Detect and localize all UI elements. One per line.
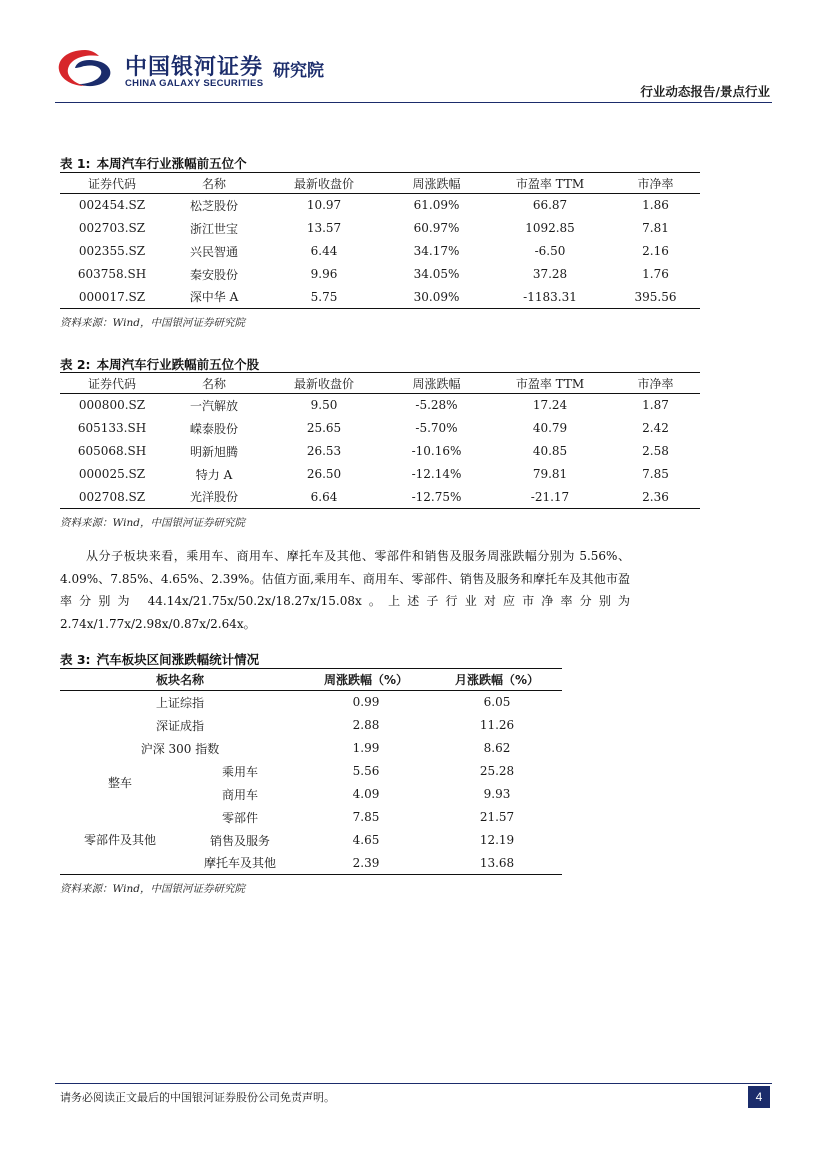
col-header: 市盈率 TTM bbox=[515, 176, 585, 191]
disclaimer-text: 请务必阅读正文最后的中国银河证券股份公司免责声明。 bbox=[60, 1091, 335, 1104]
stock-name: 嵘泰股份 bbox=[189, 421, 238, 436]
pb-ratio: 2.42 bbox=[642, 421, 669, 435]
stock-code: 002454.SZ bbox=[78, 198, 146, 213]
col-header: 市净率 bbox=[637, 176, 674, 191]
month-change: 21.57 bbox=[479, 810, 515, 824]
week-change: -12.75% bbox=[411, 489, 462, 504]
table1-source: 资料来源：Wind，中国银河证券研究院 bbox=[60, 317, 245, 329]
pe-ttm: -1183.31 bbox=[523, 289, 577, 304]
week-change: 34.17% bbox=[413, 244, 460, 258]
stock-code: 002355.SZ bbox=[78, 244, 146, 258]
close-price: 9.50 bbox=[310, 398, 338, 413]
month-change: 8.62 bbox=[483, 741, 511, 755]
pb-ratio: 1.76 bbox=[642, 267, 669, 281]
month-change: 11.26 bbox=[479, 718, 515, 732]
table-row bbox=[60, 217, 700, 240]
col-header: 市净率 bbox=[637, 376, 674, 391]
table-row bbox=[60, 286, 700, 309]
table-row bbox=[60, 194, 700, 217]
logo-text-en: CHINA GALAXY SECURITIES bbox=[125, 78, 264, 89]
pb-ratio: 7.81 bbox=[642, 221, 669, 235]
sector-name: 商用车 bbox=[221, 787, 258, 802]
group-label: 整车 bbox=[107, 776, 132, 790]
table-header-row bbox=[60, 173, 700, 194]
table3-caption: 汽车板块区间涨跌幅统计情况 bbox=[96, 652, 260, 667]
col-header: 周涨跌幅 bbox=[412, 176, 461, 191]
table-row bbox=[60, 714, 562, 737]
week-change: 2.88 bbox=[352, 718, 380, 732]
week-change: 2.39 bbox=[352, 855, 380, 870]
stock-code: 002703.SZ bbox=[78, 221, 146, 235]
week-change: 4.65 bbox=[352, 833, 380, 847]
logo-text-cn: 中国银河证券 bbox=[125, 55, 264, 80]
pb-ratio: 1.86 bbox=[642, 198, 669, 213]
close-price: 9.96 bbox=[310, 267, 338, 281]
stock-name: 松芝股份 bbox=[189, 198, 238, 213]
week-change: -5.70% bbox=[415, 421, 458, 435]
stock-name: 明新旭腾 bbox=[189, 444, 238, 459]
table-header-row bbox=[60, 669, 562, 691]
week-change: 0.99 bbox=[352, 695, 380, 710]
sector-name: 销售及服务 bbox=[209, 833, 270, 848]
week-change: 1.99 bbox=[352, 741, 380, 755]
table1-title bbox=[60, 154, 247, 172]
table-row bbox=[60, 240, 700, 263]
week-change: 34.05% bbox=[413, 267, 460, 281]
week-change: -10.16% bbox=[411, 444, 462, 458]
group-label: 零部件及其他 bbox=[83, 833, 156, 848]
header-divider bbox=[55, 102, 772, 103]
table-row bbox=[60, 691, 562, 714]
week-change: 61.09% bbox=[413, 198, 460, 213]
month-change: 25.28 bbox=[479, 764, 515, 778]
week-change: 4.09 bbox=[352, 787, 380, 801]
col-header: 月涨跌幅（%） bbox=[454, 673, 540, 687]
close-price: 5.75 bbox=[310, 289, 338, 304]
pe-ttm: 40.85 bbox=[532, 444, 568, 458]
sector-name: 上证综指 bbox=[155, 695, 204, 710]
pb-ratio: 395.56 bbox=[634, 289, 677, 304]
sector-name: 乘用车 bbox=[221, 764, 258, 779]
close-price: 26.53 bbox=[306, 444, 342, 458]
table1-label: 表 1: bbox=[60, 156, 91, 171]
close-price: 25.65 bbox=[306, 421, 342, 435]
close-price: 26.50 bbox=[306, 467, 342, 481]
pe-ttm: -21.17 bbox=[530, 489, 570, 504]
footer-divider bbox=[55, 1083, 772, 1084]
sector-name: 摩托车及其他 bbox=[203, 856, 276, 871]
stock-code: 000025.SZ bbox=[78, 467, 146, 481]
week-change: -5.28% bbox=[415, 398, 458, 413]
institute-label: 研究院 bbox=[273, 61, 324, 81]
close-price: 13.57 bbox=[306, 221, 342, 235]
page-header bbox=[55, 40, 772, 104]
stock-code: 000017.SZ bbox=[78, 289, 146, 304]
sector-performance-table bbox=[60, 668, 562, 875]
pe-ttm: 66.87 bbox=[532, 198, 568, 213]
table2-caption: 本周汽车行业跌幅前五位个股 bbox=[96, 357, 260, 372]
col-header: 市盈率 TTM bbox=[515, 376, 585, 391]
pb-ratio: 1.87 bbox=[642, 398, 669, 413]
close-price: 10.97 bbox=[306, 198, 342, 213]
stock-name: 秦安股份 bbox=[189, 267, 238, 282]
col-header: 板块名称 bbox=[155, 673, 204, 687]
stock-name: 光洋股份 bbox=[189, 490, 238, 505]
pe-ttm: -6.50 bbox=[534, 244, 566, 258]
table1-caption: 本周汽车行业涨幅前五位个 bbox=[96, 156, 247, 171]
col-header: 名称 bbox=[201, 176, 226, 191]
analysis-paragraph: 从分子板块来看，乘用车、商用车、摩托车及其他、零部件和销售及服务周涨跌幅分别为 5.56%、4.09%、7.85%、4.65%、2.39%。估值方面,乘用车、商用车、零部件、销售及服务和摩托车及其他市盈率分别为 44.14x/21.75x/50.2x/18.27x/15.08x。上述子行业对应市净率分别为 2.74x/1.77x/2.98x/0.87x/2.64x。 bbox=[60, 549, 630, 631]
stock-code: 605133.SH bbox=[77, 421, 147, 435]
close-price: 6.44 bbox=[310, 244, 338, 258]
month-change: 9.93 bbox=[483, 787, 511, 801]
pe-ttm: 17.24 bbox=[532, 398, 568, 413]
report-type: 行业动态报告/景点行业 bbox=[640, 84, 770, 99]
stock-code: 000800.SZ bbox=[78, 398, 146, 413]
week-change: 7.85 bbox=[352, 810, 380, 824]
table-row bbox=[60, 394, 700, 417]
stock-name: 浙江世宝 bbox=[189, 221, 238, 236]
table-row bbox=[60, 417, 700, 440]
table-row bbox=[60, 463, 700, 486]
week-change: 30.09% bbox=[413, 289, 460, 304]
stock-name: 特力 A bbox=[195, 467, 233, 482]
table3-source: 资料来源：Wind，中国银河证券研究院 bbox=[60, 883, 245, 895]
pe-ttm: 1092.85 bbox=[525, 221, 575, 235]
stock-name: 兴民智通 bbox=[189, 244, 238, 259]
stock-code: 002708.SZ bbox=[78, 489, 146, 504]
col-header: 证券代码 bbox=[87, 376, 136, 391]
stock-name: 深中华 A bbox=[189, 290, 239, 305]
sector-name: 深证成指 bbox=[155, 718, 204, 733]
table-row bbox=[60, 263, 700, 286]
table3-label: 表 3: bbox=[60, 652, 91, 667]
stock-name: 一汽解放 bbox=[189, 398, 238, 413]
table-row bbox=[60, 486, 700, 509]
col-header: 证券代码 bbox=[87, 176, 136, 191]
page-number: 4 bbox=[748, 1086, 770, 1108]
table-row bbox=[60, 806, 562, 829]
month-change: 12.19 bbox=[479, 833, 515, 847]
sector-name: 零部件 bbox=[221, 810, 258, 825]
table2-source: 资料来源：Wind，中国银河证券研究院 bbox=[60, 517, 245, 529]
stock-code: 603758.SH bbox=[77, 267, 147, 281]
losers-table bbox=[60, 372, 700, 509]
sector-name: 沪深 300 指数 bbox=[140, 741, 220, 756]
pe-ttm: 79.81 bbox=[532, 467, 568, 481]
pb-ratio: 2.16 bbox=[642, 244, 669, 258]
pe-ttm: 40.79 bbox=[532, 421, 568, 435]
table2-label: 表 2: bbox=[60, 357, 91, 372]
pb-ratio: 2.36 bbox=[642, 489, 669, 504]
week-change: -12.14% bbox=[411, 467, 462, 481]
pb-ratio: 2.58 bbox=[642, 444, 669, 458]
pe-ttm: 37.28 bbox=[532, 267, 568, 281]
week-change: 60.97% bbox=[413, 221, 460, 235]
table-row bbox=[60, 440, 700, 463]
table3-title bbox=[60, 650, 259, 668]
gainers-table bbox=[60, 172, 700, 309]
table-header-row bbox=[60, 373, 700, 394]
pb-ratio: 7.85 bbox=[642, 467, 669, 481]
col-header: 最新收盘价 bbox=[293, 376, 354, 391]
month-change: 13.68 bbox=[479, 855, 515, 870]
month-change: 6.05 bbox=[483, 695, 511, 710]
col-header: 名称 bbox=[201, 376, 226, 391]
col-header: 周涨跌幅 bbox=[412, 376, 461, 391]
col-header: 周涨跌幅（%） bbox=[323, 673, 409, 687]
table-row bbox=[60, 760, 562, 783]
close-price: 6.64 bbox=[310, 489, 338, 504]
col-header: 最新收盘价 bbox=[293, 176, 354, 191]
stock-code: 605068.SH bbox=[77, 444, 147, 458]
galaxy-logo-icon bbox=[55, 46, 115, 90]
table2-title bbox=[60, 355, 259, 373]
week-change: 5.56 bbox=[352, 764, 380, 778]
table-row bbox=[60, 737, 562, 760]
